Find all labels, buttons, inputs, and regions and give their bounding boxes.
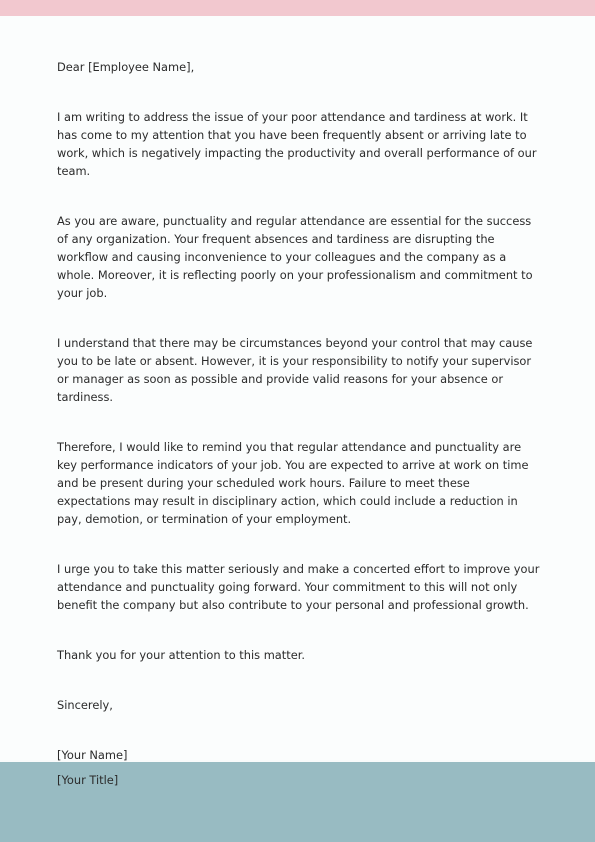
paragraph-4: Therefore, I would like to remind you that regular attendance and punctuality are key performance indicators of your job. You are expected to arrive at work on time and be present during your scheduled work hours. Failure to meet these expectations may result in disciplinary action, which could include a reduction in pay, demotion, or termination of your employment. [57, 440, 529, 526]
thanks-line: Thank you for your attention to this matter. [57, 648, 305, 662]
paragraph-2: As you are aware, punctuality and regular attendance are essential for the success of any organization. Your frequent absences and tardiness are disrupting the workflow and causing inconvenience to your colleagues and the company as a whole. Moreover, it is reflecting poorly on your professionalism and commitment to your job. [57, 214, 533, 300]
paragraph-1: I am writing to address the issue of your poor attendance and tardiness at work. It has come to my attention that you have been frequently absent or arriving late to work, which is negatively impacting the productivity and overall performance of our team. [57, 110, 537, 178]
paragraph-5: I urge you to take this matter seriously and make a concerted effort to improve your attendance and punctuality going forward. Your commitment to this will not only benefit the company but also contribute to your personal and professional growth. [57, 562, 540, 612]
signature-title: [Your Title] [57, 773, 119, 787]
paragraph-3: I understand that there may be circumstances beyond your control that may cause you to be late or absent. However, it is your responsibility to notify your supervisor or manager as soon as possible and provide valid reasons for your absence or tardiness. [57, 336, 533, 404]
letter-body [57, 58, 542, 789]
signature-name: [Your Name] [57, 748, 128, 762]
salutation: Dear [Employee Name], [57, 60, 195, 74]
closing: Sincerely, [57, 698, 113, 712]
top-decorative-band [0, 0, 595, 16]
